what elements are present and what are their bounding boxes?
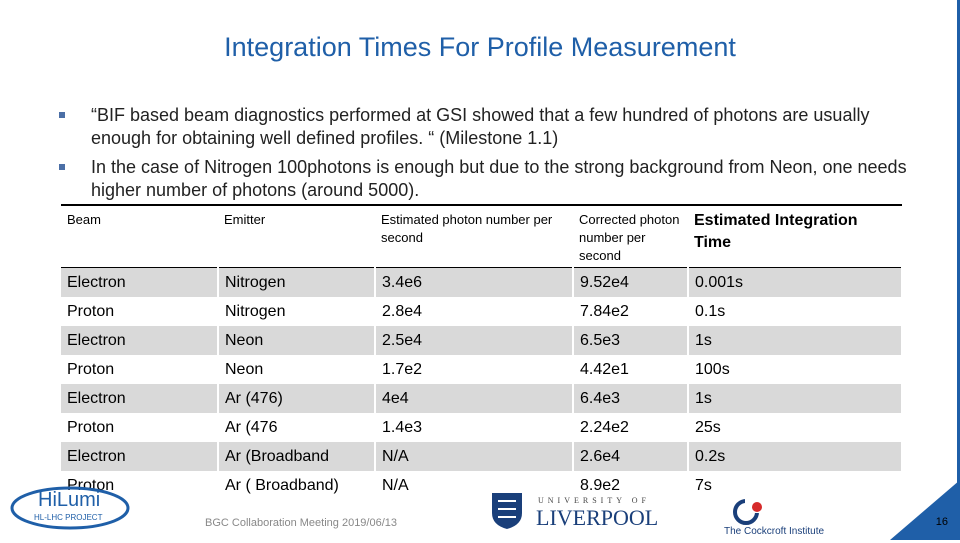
cell-corrected-photons: 4.42e1 — [573, 355, 688, 384]
cell-beam: Electron — [61, 326, 218, 355]
cell-estimated-photons: N/A — [375, 442, 573, 471]
cell-corrected-photons: 8.9e2 — [573, 471, 688, 500]
cell-corrected-photons: 9.52e4 — [573, 268, 688, 298]
bullet-square-icon — [59, 112, 65, 118]
cell-estimated-photons: 3.4e6 — [375, 268, 573, 298]
liverpool-logo-top: UNIVERSITY OF — [538, 496, 650, 505]
cell-corrected-photons: 6.4e3 — [573, 384, 688, 413]
header-beam: Beam — [61, 205, 218, 268]
cell-corrected-photons: 2.6e4 — [573, 442, 688, 471]
cell-integration-time: 1s — [688, 384, 902, 413]
header-integration-time: Estimated Integration Time — [688, 205, 902, 268]
page-number: 16 — [935, 516, 948, 528]
cell-emitter: Neon — [218, 355, 375, 384]
cell-integration-time: 0.2s — [688, 442, 902, 471]
cell-beam: Proton — [61, 471, 218, 500]
integration-time-table — [61, 204, 903, 500]
cell-emitter: Ar (Broadband — [218, 442, 375, 471]
cell-integration-time: 7s — [688, 471, 902, 500]
cell-beam: Electron — [61, 442, 218, 471]
bullet-item — [56, 104, 916, 150]
cell-corrected-photons: 6.5e3 — [573, 326, 688, 355]
cell-estimated-photons: 2.5e4 — [375, 326, 573, 355]
cell-corrected-photons: 2.24e2 — [573, 413, 688, 442]
cell-estimated-photons: 1.4e3 — [375, 413, 573, 442]
table-row — [61, 442, 902, 471]
slide-footer: BGC Collaboration Meeting 2019/06/13 — [205, 517, 398, 529]
table-header-row — [61, 205, 902, 268]
cockcroft-logo-text: The Cockcroft Institute — [724, 526, 825, 537]
table-row — [61, 326, 902, 355]
bullet-item — [56, 156, 916, 202]
cockcroft-logo — [722, 498, 847, 543]
cell-estimated-photons: 4e4 — [375, 384, 573, 413]
table-row — [61, 355, 902, 384]
cell-emitter: Ar ( Broadband) — [218, 471, 375, 500]
header-estimated-photon-number: Estimated photon number per second — [375, 205, 573, 268]
cell-corrected-photons: 7.84e2 — [573, 297, 688, 326]
cell-emitter: Neon — [218, 326, 375, 355]
table-row — [61, 384, 902, 413]
cell-beam: Electron — [61, 268, 218, 298]
cell-estimated-photons: N/A — [375, 471, 573, 500]
bullet-text: “BIF based beam diagnostics performed at GSI showed that a few hundred of photons are usually enough for obtaining well defined profiles. “ (Milestone 1.1) — [91, 105, 870, 148]
cell-estimated-photons: 2.8e4 — [375, 297, 573, 326]
cell-integration-time: 100s — [688, 355, 902, 384]
hilumi-logo-text: HiLumi — [38, 489, 101, 511]
cell-emitter: Nitrogen — [218, 297, 375, 326]
liverpool-logo-main: LIVERPOOL — [536, 505, 659, 530]
table-row — [61, 471, 902, 500]
header-emitter: Emitter — [218, 205, 375, 268]
table-row — [61, 268, 902, 298]
hilumi-logo-subtext: HL-LHC PROJECT — [34, 513, 103, 522]
cell-emitter: Nitrogen — [218, 268, 375, 298]
cell-integration-time: 0.001s — [688, 268, 902, 298]
cell-integration-time: 1s — [688, 326, 902, 355]
cell-beam: Proton — [61, 413, 218, 442]
cell-estimated-photons: 1.7e2 — [375, 355, 573, 384]
cell-integration-time: 25s — [688, 413, 902, 442]
cell-beam: Proton — [61, 297, 218, 326]
cell-emitter: Ar (476 — [218, 413, 375, 442]
hilumi-logo — [8, 480, 133, 537]
cell-beam: Electron — [61, 384, 218, 413]
header-corrected-photon-number: Corrected photon number per second — [573, 205, 688, 268]
cell-emitter: Ar (476) — [218, 384, 375, 413]
bullet-text: In the case of Nitrogen 100photons is enough but due to the strong background from Neon, one needs higher number of photons (around 5000). — [91, 157, 907, 200]
cell-beam: Proton — [61, 355, 218, 384]
slide-title: Integration Times For Profile Measurement — [224, 32, 736, 62]
bullet-list — [56, 104, 916, 208]
cell-integration-time: 0.1s — [688, 297, 902, 326]
bullet-square-icon — [59, 164, 65, 170]
table-row — [61, 413, 902, 442]
liverpool-logo — [490, 491, 690, 536]
table-row — [61, 297, 902, 326]
